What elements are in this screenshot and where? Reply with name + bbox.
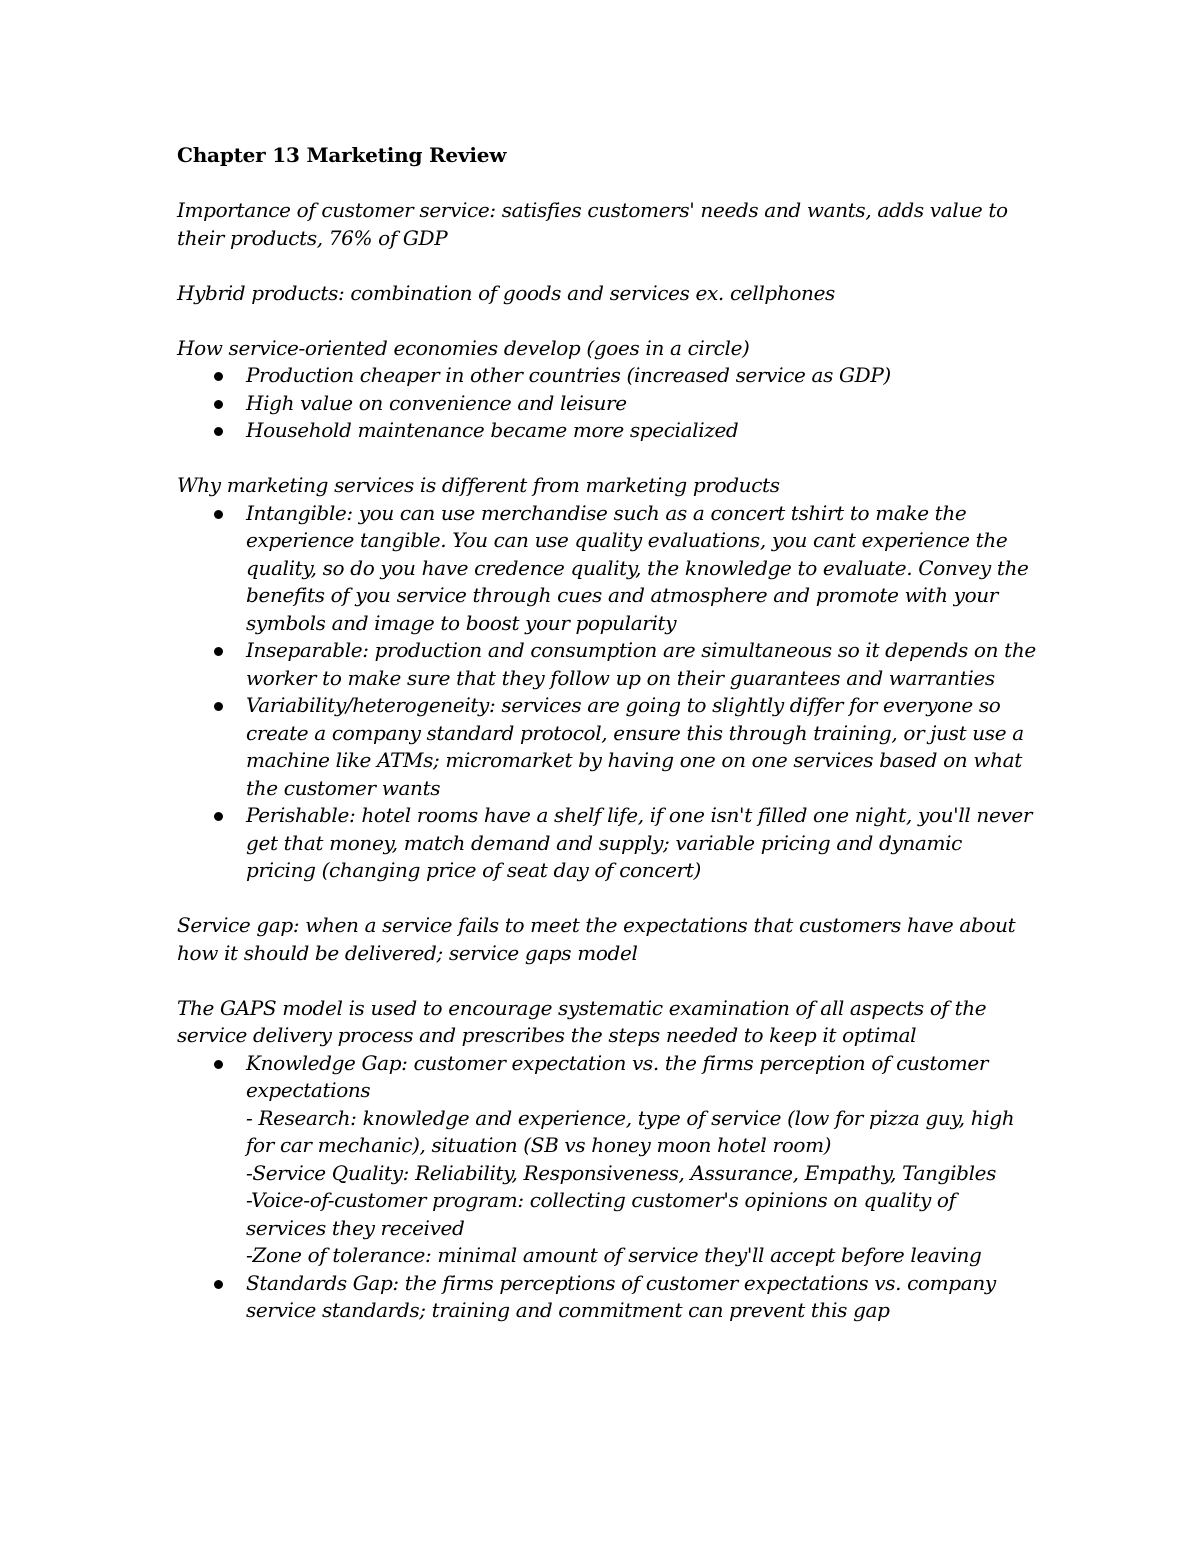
list-item bbox=[246, 802, 1037, 885]
section-lead-marketing-services: Why marketing services is different from marketing products bbox=[177, 473, 780, 497]
list-item bbox=[246, 390, 1037, 418]
list-item-standards-gap bbox=[246, 1270, 1037, 1325]
section-lead-gaps-model: The GAPS model is used to encourage systematic examination of all aspects of the service delivery process and prescribes the steps needed to keep it optimal bbox=[177, 995, 987, 1047]
list-item-text: Perishable: hotel rooms have a shelf life, if one isn't filled one night, you'll never get that money, match demand and supply; variable pricing and dynamic pricing (changing price of seat day of concert) bbox=[246, 803, 1033, 882]
sub-line-service-quality: -Service Quality: Reliability, Responsiveness, Assurance, Empathy, Tangibles bbox=[246, 1160, 997, 1185]
list-item-text: High value on convenience and leisure bbox=[246, 390, 627, 415]
bullet-list-marketing-services bbox=[177, 500, 1037, 885]
paragraph-hybrid-products: Hybrid products: combination of goods and services ex. cellphones bbox=[177, 280, 835, 305]
bullet-icon bbox=[214, 510, 223, 519]
bullet-icon bbox=[214, 372, 223, 381]
list-item bbox=[246, 637, 1037, 692]
list-item bbox=[246, 692, 1037, 802]
bullet-icon bbox=[214, 1280, 223, 1289]
list-item-text: Production cheaper in other countries (increased service as GDP) bbox=[246, 363, 891, 387]
bullet-icon bbox=[214, 812, 223, 821]
page-title: Chapter 13 Marketing Review bbox=[177, 143, 507, 167]
list-item bbox=[246, 417, 1037, 445]
list-item-text: Standards Gap: the firms perceptions of customer expectations vs. company service standards; training and commitment can prevent this gap bbox=[246, 1270, 996, 1322]
document-body bbox=[177, 142, 1037, 1352]
list-item-knowledge-gap bbox=[246, 1050, 1037, 1270]
list-item-text: Inseparable: production and consumption are simultaneous so it depends on the worker to make sure that they follow up on their guarantees and warranties bbox=[246, 638, 1036, 690]
bullet-icon bbox=[214, 427, 223, 436]
list-item bbox=[246, 500, 1037, 638]
bullet-list-service-economies bbox=[177, 362, 1037, 445]
list-item-text: Variability/heterogeneity: services are going to slightly differ for everyone so create a company standard protocol, ensure this through training, or just use a machine like ATMs; micromarket by having one on one services based on what the customer wants bbox=[246, 693, 1024, 800]
sub-line-voice-of-customer: -Voice-of-customer program: collecting customer's opinions on quality of services they received bbox=[246, 1188, 956, 1240]
paragraph-service-gap: Service gap: when a service fails to meet the expectations that customers have about how it should be delivered; service gaps model bbox=[177, 913, 1016, 965]
sub-line-research: - Research: knowledge and experience, type of service (low for pizza guy, high for car mechanic), situation (SB vs honey moon hotel room) bbox=[246, 1105, 1015, 1157]
list-item-text: Knowledge Gap: customer expectation vs. the firms perception of customer expectations bbox=[246, 1050, 989, 1102]
sub-line-zone-of-tolerance: -Zone of tolerance: minimal amount of service they'll accept before leaving bbox=[246, 1243, 982, 1267]
bullet-icon bbox=[214, 702, 223, 711]
paragraph-customer-service: Importance of customer service: satisfies customers' needs and wants, adds value to their products, 76% of GDP bbox=[177, 198, 1008, 250]
list-item-text: Household maintenance became more specialized bbox=[246, 418, 739, 442]
bullet-icon bbox=[214, 400, 223, 409]
bullet-list-gaps-model bbox=[177, 1050, 1037, 1325]
section-lead-service-economies: How service-oriented economies develop (goes in a circle) bbox=[177, 335, 750, 360]
bullet-icon bbox=[214, 1060, 223, 1069]
list-item bbox=[246, 362, 1037, 390]
bullet-icon bbox=[214, 647, 223, 656]
list-item-text: Intangible: you can use merchandise such as a concert tshirt to make the experience tangible. You can use quality evaluations, you cant experience the quality, so do you have credence quality, the knowledge to evaluate. Convey the benefits of you service through cues and atmosphere and promote with your symbols and image to boost your popularity bbox=[246, 500, 1029, 635]
